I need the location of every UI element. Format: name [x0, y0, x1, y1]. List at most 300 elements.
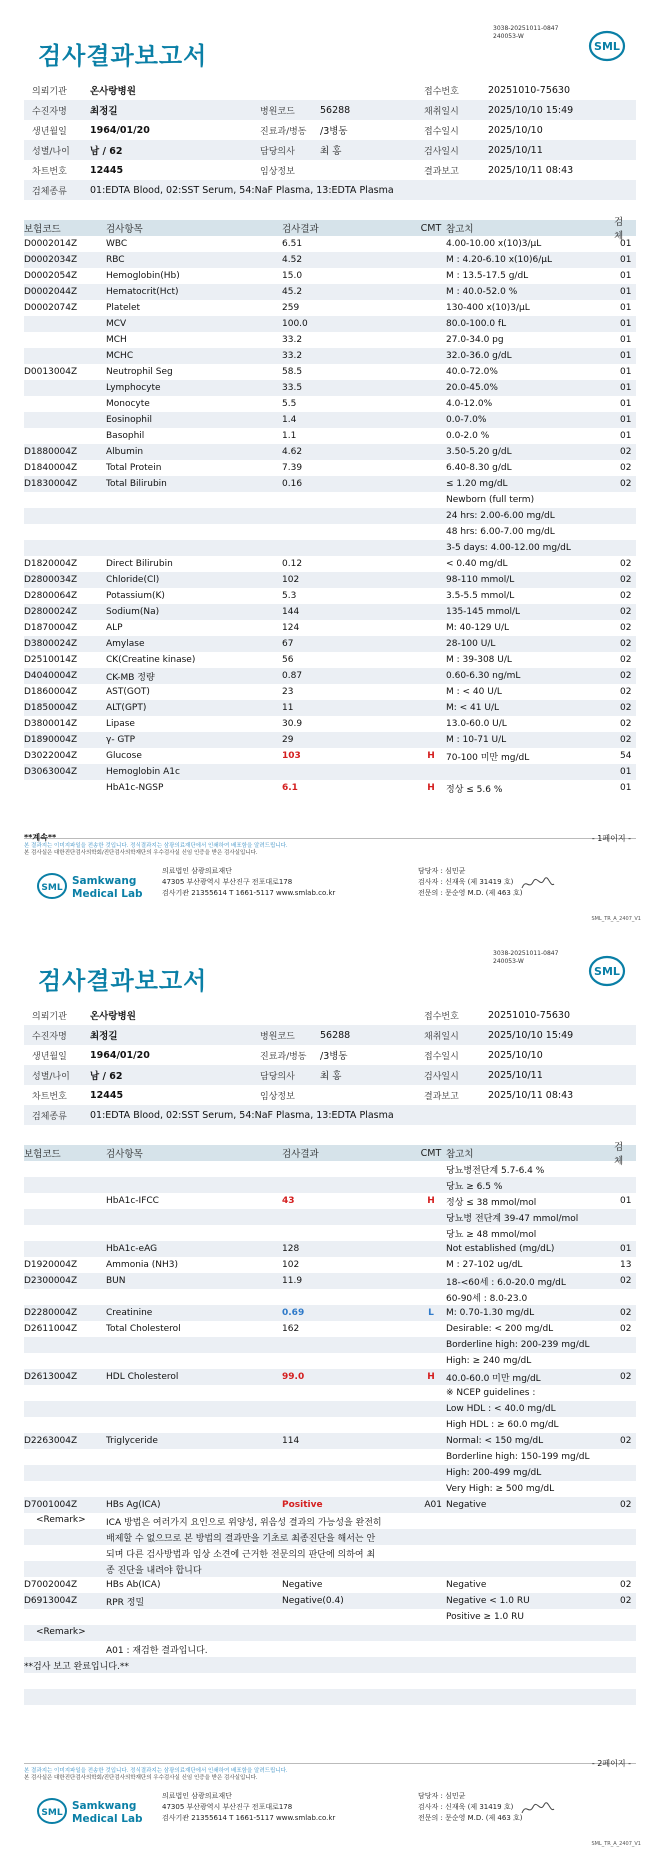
report-title: 검사결과보고서: [38, 967, 208, 995]
cell-code: D1870004Z: [24, 623, 78, 633]
cell-specimen: 01: [620, 431, 632, 441]
doctor-value: 최 홍: [320, 1071, 342, 1082]
cell-test-name: CK(Creatine kinase): [106, 655, 196, 665]
cell-code: D2280004Z: [24, 1308, 78, 1318]
receipt-label: 접수번호: [424, 86, 459, 97]
cell-test-name: Neutrophil Seg: [106, 367, 173, 377]
cell-reference: 정상 ≤ 38 mmol/mol: [446, 1197, 537, 1208]
cell-test-name: Eosinophil: [106, 415, 153, 425]
info-row: [24, 1065, 636, 1085]
cell-code: D3800014Z: [24, 719, 78, 729]
receipt-value: 20251010-75630: [488, 84, 571, 96]
cell-code: D1860004Z: [24, 687, 78, 697]
table-row: [24, 540, 636, 556]
remark-line: A01 : 재검한 결과입니다.: [106, 1646, 208, 1656]
cell-specimen: 01: [620, 303, 632, 313]
cell-reference: 135-145 mmol/L: [446, 607, 521, 617]
remark-line: ICA 방법은 여러가지 요인으로 위양성, 위음성 결과의 가능성을 완전히: [106, 1518, 382, 1528]
cell-test-name: MCHC: [106, 351, 134, 361]
cell-reference: 당뇨 ≥ 6.5 %: [446, 1181, 503, 1192]
hospital-value: 온사랑병원: [90, 86, 136, 97]
table-row: [24, 316, 636, 332]
cell-test-name: HbA1c-IFCC: [106, 1196, 159, 1206]
blank-row: [24, 1673, 636, 1689]
cell-result: 4.52: [282, 255, 303, 265]
received-value: 2025/10/10: [488, 124, 543, 136]
sexage-value: 남 / 62: [90, 146, 123, 157]
sml-logo-icon: [588, 30, 626, 62]
remark-row: [24, 1625, 636, 1641]
cell-specimen: 02: [620, 1324, 632, 1334]
dob-label: 생년월일: [32, 1051, 67, 1062]
cell-reference: 98-110 mmol/L: [446, 575, 515, 585]
cell-test-name: Hemoglobin(Hb): [106, 271, 180, 281]
sexage-value: 남 / 62: [90, 1071, 123, 1082]
table-row: [24, 1177, 636, 1193]
name-label: 수진자명: [32, 1031, 67, 1042]
cell-code: D1840004Z: [24, 463, 78, 473]
svg-text:Samkwang: Samkwang: [72, 1800, 137, 1812]
cell-test-name: Sodium(Na): [106, 607, 160, 617]
cell-reference: Low HDL : < 40.0 mg/dL: [446, 1404, 556, 1414]
report-page-2: [0, 925, 655, 1850]
table-row: [24, 300, 636, 316]
cell-code: D7001004Z: [24, 1500, 78, 1510]
form-code: SML_TR_A_2407_V1: [591, 1841, 641, 1847]
cell-specimen: 02: [620, 447, 632, 457]
results-table: [24, 1142, 636, 1705]
results-table: [24, 217, 636, 796]
cell-test-name: Total Cholesterol: [106, 1324, 181, 1334]
info-row: [24, 1085, 636, 1105]
cell-test-name: ALP: [106, 623, 123, 633]
cell-test-name: Lipase: [106, 719, 135, 729]
cell-reference: 0.0-2.0 %: [446, 431, 490, 441]
cell-reference: 80.0-100.0 fL: [446, 319, 507, 329]
sml-logo-icon: [588, 955, 626, 987]
table-row: [24, 1481, 636, 1497]
cell-specimen: 02: [620, 479, 632, 489]
hospital-value: 온사랑병원: [90, 1011, 136, 1022]
cell-specimen: 01: [620, 1244, 632, 1254]
staff-info: 담당자 : 심민균 검사자 : 신재욱 (제 31419 호) 전문의 : 문순영 M.D. (제 463 호): [418, 867, 523, 897]
table-row: [24, 524, 636, 540]
cell-reference: Borderline high: 200-239 mg/dL: [446, 1340, 590, 1350]
end-note: **검사 보고 완료입니다.**: [24, 1662, 129, 1672]
header-name: 검사항목: [106, 224, 143, 235]
cell-reference: 20.0-45.0%: [446, 383, 498, 393]
cell-reference: 0.60-6.30 ng/mL: [446, 671, 521, 681]
specimen-label: 검체종류: [32, 1111, 67, 1122]
signature-icon: [520, 1799, 556, 1819]
cell-code: D2510014Z: [24, 655, 78, 665]
cell-test-name: Amylase: [106, 639, 145, 649]
report-title: 검사결과보고서: [38, 42, 208, 70]
table-row: [24, 1369, 636, 1385]
table-row: [24, 1353, 636, 1369]
info-row: [24, 180, 636, 200]
cell-result: 33.2: [282, 351, 303, 361]
name-label: 수진자명: [32, 106, 67, 117]
header-code: 보험코드: [24, 224, 61, 235]
table-row: [24, 428, 636, 444]
cell-result: 15.0: [282, 271, 303, 281]
cell-result: 1.4: [282, 415, 297, 425]
remark-row: [24, 1561, 636, 1577]
cell-specimen: 02: [620, 655, 632, 665]
tested-label: 검사일시: [424, 1071, 459, 1082]
cell-specimen: 01: [620, 415, 632, 425]
cell-specimen: 02: [620, 703, 632, 713]
cell-result: 29: [282, 735, 294, 745]
svg-text:Medical Lab: Medical Lab: [72, 1813, 143, 1825]
cell-test-name: Hematocrit(Hct): [106, 287, 179, 297]
cell-specimen: 02: [620, 1596, 632, 1606]
table-row: [24, 236, 636, 252]
cell-reference: 당뇨병 전단계 39-47 mmol/mol: [446, 1213, 579, 1224]
cell-test-name: Direct Bilirubin: [106, 559, 173, 569]
info-row: [24, 1045, 636, 1065]
table-row: [24, 652, 636, 668]
cell-code: D7002004Z: [24, 1580, 78, 1590]
table-row: [24, 492, 636, 508]
cell-flag: A01: [424, 1500, 442, 1510]
cell-reference: 40.0-60.0 미만 mg/dL: [446, 1373, 541, 1384]
cell-reference: M : 13.5-17.5 g/dL: [446, 271, 529, 281]
cell-code: D0002054Z: [24, 271, 78, 281]
table-row: [24, 1497, 636, 1513]
info-row: [24, 140, 636, 160]
footer: [0, 1787, 655, 1835]
document-id: 3038-20251011-0847 240053-W: [493, 950, 559, 965]
cell-specimen: 02: [620, 623, 632, 633]
cell-reference: M : 39-308 U/L: [446, 655, 512, 665]
table-row: [24, 1289, 636, 1305]
receipt-value: 20251010-75630: [488, 1009, 571, 1021]
header-cmt: CMT: [420, 1147, 442, 1159]
cell-reference: 28-100 U/L: [446, 639, 496, 649]
cell-specimen: 13: [620, 1260, 632, 1270]
samkwang-logo-icon: [36, 1787, 146, 1835]
cell-code: D4040004Z: [24, 671, 78, 681]
reported-label: 결과보고: [424, 1091, 459, 1102]
header-result: 검사결과: [282, 224, 319, 235]
cell-result: 43: [282, 1196, 295, 1206]
svg-text:SML: SML: [594, 40, 620, 53]
hospital-label: 의뢰기관: [32, 1011, 67, 1022]
hospital-code-label: 병원코드: [260, 106, 295, 117]
cell-reference: Normal: < 150 mg/dL: [446, 1436, 544, 1446]
table-row: [24, 348, 636, 364]
table-row: [24, 668, 636, 684]
cell-specimen: 01: [620, 335, 632, 345]
cell-test-name: Albumin: [106, 447, 144, 457]
cell-specimen: 02: [620, 719, 632, 729]
table-row: [24, 1385, 636, 1401]
info-row: [24, 120, 636, 140]
dob-label: 생년월일: [32, 126, 67, 137]
cell-test-name: γ- GTP: [106, 735, 136, 745]
cell-reference: 18-<60세 : 6.0-20.0 mg/dL: [446, 1277, 566, 1288]
table-row: [24, 684, 636, 700]
remark-label-row: [24, 1513, 636, 1529]
cell-reference: 3-5 days: 4.00-12.00 mg/dL: [446, 543, 571, 553]
tested-value: 2025/10/11: [488, 144, 543, 156]
chartno-value: 12445: [90, 164, 124, 176]
receipt-label: 접수번호: [424, 1011, 459, 1022]
hospital-code-value: 56288: [320, 104, 351, 116]
cell-reference: Desirable: < 200 mg/dL: [446, 1324, 554, 1334]
cell-reference: M: < 41 U/L: [446, 703, 500, 713]
cell-result: 5.5: [282, 399, 297, 409]
chartno-value: 12445: [90, 1089, 124, 1101]
table-row: [24, 1337, 636, 1353]
cell-specimen: 01: [620, 767, 632, 777]
cell-specimen: 02: [620, 591, 632, 601]
cell-specimen: 02: [620, 607, 632, 617]
cell-result: 100.0: [282, 319, 308, 329]
cell-reference: ≤ 1.20 mg/dL: [446, 479, 508, 489]
cell-test-name: HDL Cholesterol: [106, 1372, 179, 1382]
cell-flag: H: [427, 751, 435, 761]
cell-test-name: HbA1c-eAG: [106, 1244, 158, 1254]
table-row: [24, 1161, 636, 1177]
cell-code: D2800064Z: [24, 591, 78, 601]
footer-note: 본 결과지는 이미지파일을 전송한 것입니다. 정식결과지는 삼광의료재단에서 인쇄하여 배포함을 알려드립니다. 본 검사실은 대한진단검사의학회/진단검사의학재단의 우수검사실 신임 인증을 받은 검사실입니다.: [24, 1768, 288, 1781]
cell-reference: Positive ≥ 1.0 RU: [446, 1612, 524, 1622]
cell-result: 0.69: [282, 1308, 305, 1318]
remark-row: [24, 1529, 636, 1545]
cell-specimen: 02: [620, 671, 632, 681]
cell-result: Negative: [282, 1580, 323, 1590]
table-row: [24, 588, 636, 604]
reported-value: 2025/10/11 08:43: [488, 1089, 574, 1101]
cell-test-name: AST(GOT): [106, 687, 150, 697]
cell-specimen: 54: [620, 751, 632, 761]
name-value: 최정길: [90, 106, 118, 117]
header-specimen: 검체: [614, 1142, 624, 1167]
cell-result: 0.16: [282, 479, 303, 489]
collected-label: 채취일시: [424, 106, 459, 117]
table-row: [24, 1209, 636, 1225]
cell-code: D6913004Z: [24, 1596, 78, 1606]
cell-specimen: 02: [620, 639, 632, 649]
dob-value: 1964/01/20: [90, 124, 150, 136]
table-row: [24, 1273, 636, 1289]
cell-code: D2800034Z: [24, 575, 78, 585]
clinical-label: 임상정보: [260, 1091, 295, 1102]
cell-result: 5.3: [282, 591, 297, 601]
cell-reference: ※ NCEP guidelines :: [446, 1388, 536, 1398]
cell-specimen: 01: [620, 783, 632, 793]
cell-result: 102: [282, 575, 300, 585]
cell-specimen: 02: [620, 735, 632, 745]
cell-flag: L: [428, 1308, 434, 1318]
divider: [24, 1763, 636, 1764]
cell-result: 67: [282, 639, 294, 649]
cell-test-name: Total Protein: [106, 463, 162, 473]
cell-reference: 130-400 x(10)3/μL: [446, 303, 530, 313]
table-row: [24, 620, 636, 636]
cell-code: D1850004Z: [24, 703, 78, 713]
cell-result: 128: [282, 1244, 300, 1254]
cell-code: D1820004Z: [24, 559, 78, 569]
cell-code: D0002044Z: [24, 287, 78, 297]
collected-value: 2025/10/10 15:49: [488, 1029, 574, 1041]
svg-text:Samkwang: Samkwang: [72, 875, 137, 887]
cell-reference: 70-100 미만 mg/dL: [446, 752, 530, 763]
table-row: [24, 284, 636, 300]
cell-code: D2613004Z: [24, 1372, 78, 1382]
institution-info: 의료법인 삼광의료재단 47305 부산광역시 부산진구 전포대로178 검사기관 21355614 T 1661-5117 www.smlab.co.kr: [162, 867, 336, 897]
table-row: [24, 1241, 636, 1257]
clinical-label: 임상정보: [260, 166, 295, 177]
cell-specimen: 02: [620, 1436, 632, 1446]
footer: [0, 862, 655, 910]
cell-test-name: Monocyte: [106, 399, 150, 409]
hospital-label: 의뢰기관: [32, 86, 67, 97]
cell-test-name: MCH: [106, 335, 127, 345]
cell-reference: Not established (mg/dL): [446, 1244, 555, 1254]
remark-row: [24, 1545, 636, 1561]
cell-flag: H: [427, 1196, 435, 1206]
cell-specimen: 01: [620, 255, 632, 265]
remark-line: 배제할 수 없으므로 본 방법의 결과만을 기초로 최종진단을 해서는 안: [106, 1534, 376, 1544]
remark-label: <Remark>: [36, 1627, 86, 1637]
table-row: [24, 1305, 636, 1321]
table-row: [24, 572, 636, 588]
remark-line: 되며 다른 검사방법과 임상 소견에 근거한 전문의의 판단에 의하여 최: [106, 1550, 376, 1560]
cell-code: D1830004Z: [24, 479, 78, 489]
cell-specimen: 02: [620, 687, 632, 697]
cell-reference: M: 0.70-1.30 mg/dL: [446, 1308, 535, 1318]
cell-result: 144: [282, 607, 300, 617]
cell-reference: 0.0-7.0%: [446, 415, 487, 425]
cell-reference: < 0.40 mg/dL: [446, 559, 508, 569]
cell-reference: Borderline high: 150-199 mg/dL: [446, 1452, 590, 1462]
cell-test-name: WBC: [106, 239, 128, 249]
table-row: [24, 1417, 636, 1433]
cell-code: D0002074Z: [24, 303, 78, 313]
dept-value: /3병동: [320, 126, 348, 137]
tested-label: 검사일시: [424, 146, 459, 157]
svg-text:SML: SML: [41, 1808, 63, 1818]
cell-test-name: Total Bilirubin: [106, 479, 167, 489]
cell-result: 259: [282, 303, 300, 313]
cell-code: D0002034Z: [24, 255, 78, 265]
cell-code: D2800024Z: [24, 607, 78, 617]
cell-code: D2300004Z: [24, 1276, 78, 1286]
dob-value: 1964/01/20: [90, 1049, 150, 1061]
cell-result: 124: [282, 623, 300, 633]
sexage-label: 성별/나이: [32, 146, 70, 157]
cell-test-name: Platelet: [106, 303, 141, 313]
dept-label: 진료과/병동: [260, 1051, 307, 1062]
cell-flag: H: [427, 1372, 435, 1382]
cell-reference: 32.0-36.0 g/dL: [446, 351, 512, 361]
cell-reference: 4.0-12.0%: [446, 399, 493, 409]
cell-result: 33.2: [282, 335, 303, 345]
cell-reference: 6.40-8.30 g/dL: [446, 463, 512, 473]
cell-reference: Negative < 1.0 RU: [446, 1596, 530, 1606]
cell-code: D0013004Z: [24, 367, 78, 377]
table-row: [24, 268, 636, 284]
cell-test-name: HBs Ag(ICA): [106, 1500, 161, 1510]
cell-code: D3022004Z: [24, 751, 78, 761]
blank-row: [24, 1689, 636, 1705]
table-row: [24, 1609, 636, 1625]
table-row: [24, 476, 636, 492]
cell-reference: 당뇨 ≥ 48 mmol/mol: [446, 1229, 537, 1240]
chartno-label: 차트번호: [32, 166, 67, 177]
table-row: [24, 1401, 636, 1417]
header-cmt: CMT: [420, 222, 442, 234]
page-number: - 1페이지 -: [591, 834, 631, 843]
dept-label: 진료과/병동: [260, 126, 307, 137]
cell-result: Negative(0.4): [282, 1596, 344, 1606]
end-note-row: [24, 1657, 636, 1673]
cell-specimen: 01: [620, 399, 632, 409]
table-body: [24, 1161, 636, 1513]
cell-reference: 정상 ≤ 5.6 %: [446, 784, 503, 795]
table-row: [24, 1193, 636, 1209]
header-ref: 참고치: [446, 1149, 474, 1160]
table-row: [24, 1465, 636, 1481]
cell-reference: M : 27-102 ug/dL: [446, 1260, 523, 1270]
svg-text:SML: SML: [41, 883, 63, 893]
cell-test-name: Hemoglobin A1c: [106, 767, 180, 777]
cell-specimen: 01: [620, 367, 632, 377]
table-row: [24, 1449, 636, 1465]
table-row: [24, 700, 636, 716]
cell-specimen: 02: [620, 1580, 632, 1590]
cell-specimen: 01: [620, 1196, 632, 1206]
doctor-label: 담당의사: [260, 146, 295, 157]
cell-code: D0002014Z: [24, 239, 78, 249]
received-label: 접수일시: [424, 126, 459, 137]
cell-result: 45.2: [282, 287, 303, 297]
cell-reference: 40.0-72.0%: [446, 367, 498, 377]
table-row: [24, 364, 636, 380]
cell-test-name: Lymphocyte: [106, 383, 161, 393]
cell-reference: Very High: ≥ 500 mg/dL: [446, 1484, 555, 1494]
doctor-value: 최 홍: [320, 146, 342, 157]
cell-reference: M : 40.0-52.0 %: [446, 287, 518, 297]
cell-specimen: 01: [620, 239, 632, 249]
cell-result: 6.1: [282, 783, 298, 793]
table-row: [24, 1577, 636, 1593]
table-row: [24, 396, 636, 412]
cell-specimen: 01: [620, 383, 632, 393]
cell-result: Positive: [282, 1500, 323, 1510]
continued-note: **계속**: [24, 833, 57, 842]
cell-result: 1.1: [282, 431, 297, 441]
cell-reference: 3.50-5.20 g/dL: [446, 447, 512, 457]
table-row: [24, 748, 636, 764]
document-id: 3038-20251011-0847 240053-W: [493, 25, 559, 40]
cell-test-name: RBC: [106, 255, 125, 265]
institution-info: 의료법인 삼광의료재단 47305 부산광역시 부산진구 전포대로178 검사기관 21355614 T 1661-5117 www.smlab.co.kr: [162, 1792, 336, 1822]
table-row: [24, 716, 636, 732]
table-body: [24, 236, 636, 796]
table-row: [24, 732, 636, 748]
remark-label: <Remark>: [36, 1515, 86, 1525]
header-ref: 참고치: [446, 224, 474, 235]
cell-test-name: MCV: [106, 319, 127, 329]
cell-result: 103: [282, 751, 301, 761]
table-row: [24, 1225, 636, 1241]
cell-result: 11: [282, 703, 294, 713]
